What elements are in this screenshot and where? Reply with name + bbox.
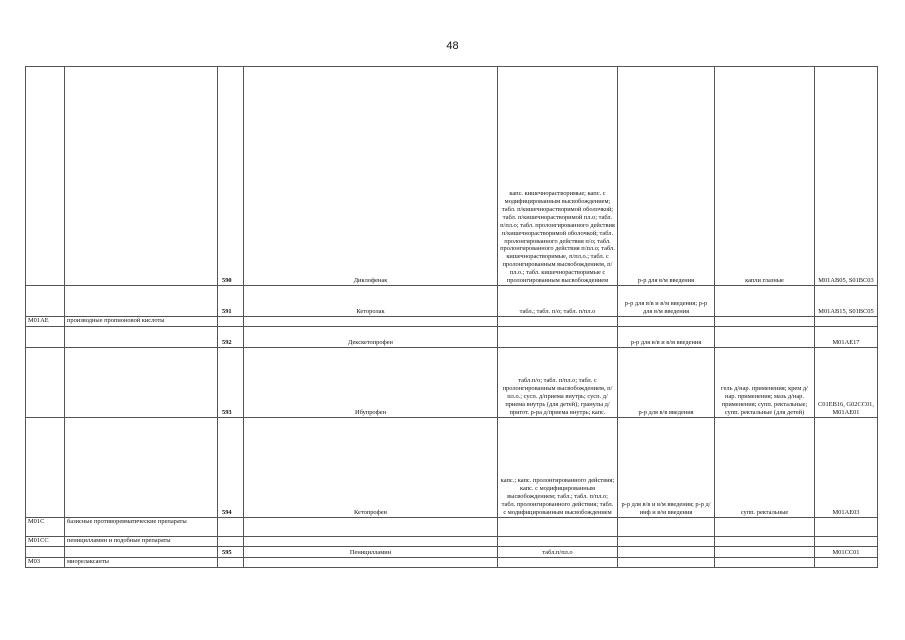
drug-name: [244, 537, 498, 547]
atc-group-name: базисные противоревматические препараты: [65, 518, 218, 537]
atc-group-code: [26, 327, 65, 348]
atc-group-code: [26, 547, 65, 558]
group-row: [26, 518, 878, 537]
atc-group-code: [26, 348, 65, 418]
group-row: [26, 537, 878, 547]
row-number: [218, 537, 244, 547]
other-forms: супп. ректальные: [715, 418, 815, 518]
drug-name: [244, 317, 498, 327]
atc-code: [815, 317, 878, 327]
drug-name: Кетопрофен: [244, 418, 498, 518]
atc-group-code: M01CC: [26, 537, 65, 547]
atc-code: M01CC01: [815, 547, 878, 558]
atc-group-name: [65, 327, 218, 348]
atc-group-name: [65, 286, 218, 317]
other-forms: [715, 327, 815, 348]
atc-group-name: производные пропионовой кислоты: [65, 317, 218, 327]
atc-code: M01AE17: [815, 327, 878, 348]
atc-group-code: [26, 286, 65, 317]
drug-name: Ибупрофен: [244, 348, 498, 418]
atc-code: M01AE03: [815, 418, 878, 518]
atc-code: [815, 537, 878, 547]
table-row: [26, 348, 878, 418]
row-number: 593: [218, 348, 244, 418]
atc-group-name: [65, 67, 218, 286]
atc-group-name: [65, 418, 218, 518]
drug-name: Пеницилламин: [244, 547, 498, 558]
page-number: 48: [446, 40, 459, 52]
atc-group-name: пеницилламин и подобные препараты: [65, 537, 218, 547]
drug-name: Кеторолак: [244, 286, 498, 317]
other-forms: [715, 518, 815, 537]
injection-forms: р-р для в/в и в/м введения; р-р д/инф и в/м введения: [618, 418, 715, 518]
injection-forms: [618, 518, 715, 537]
dosage-forms: [498, 317, 618, 327]
row-number: 590: [218, 67, 244, 286]
dosage-forms: капс.; капс. пролонгированного действия; капс. с модифицированным высвобождением; табл.; табл. п/пл.о; табл. пролонгированного действия; табл. с модифицированным высвобождением: [498, 418, 618, 518]
dosage-forms: капс. кишечнорастворимые; капс. с модифицированным высвобождением; табл. п/кишечнорастворимой оболочкой; табл. п/кишечнорастворимой пл.о; табл. п/пл.о; табл. пролонгированного действия п/кишечнорастворимой оболочкой; табл. пролонгированного действия п/о; табл. пролонгированного действия п/пл.о; табл. кишечнорастворимые, п/пл.о.; табл. с пролонгированным высвобождением, п/пл.о.; табл. кишечнорастворимые с пролонгированным высвобождением: [498, 67, 618, 286]
dosage-forms: [498, 537, 618, 547]
group-row: [26, 558, 878, 568]
table-row: [26, 418, 878, 518]
other-forms: [715, 537, 815, 547]
atc-group-code: M01AE: [26, 317, 65, 327]
row-number: [218, 558, 244, 568]
atc-group-code: M03: [26, 558, 65, 568]
injection-forms: [618, 558, 715, 568]
other-forms: гель д/нар. применения; крем д/нар. применения; мазь д/нар. применения; супп. ректальные; супп. ректальные (для детей): [715, 348, 815, 418]
injection-forms: р-р для в/в и в/м введения; р-р для в/м введения: [618, 286, 715, 317]
dosage-forms: [498, 327, 618, 348]
dosage-forms: [498, 558, 618, 568]
atc-group-name: [65, 547, 218, 558]
row-number: 592: [218, 327, 244, 348]
table-row: [26, 547, 878, 558]
table-row: [26, 67, 878, 286]
row-number: 595: [218, 547, 244, 558]
table-row: [26, 286, 878, 317]
drug-name: [244, 518, 498, 537]
injection-forms: [618, 547, 715, 558]
dosage-forms: табл.п/о; табл. п/пл.о; табл. с пролонгированным высвобождением, п/пл.о.; сусп. д/приема внутрь; сусп. д/приема внутрь (для детей); гранулы д/пригот. р-ра д/приема внутрь; капс.: [498, 348, 618, 418]
atc-group-code: M01C: [26, 518, 65, 537]
dosage-forms: [498, 518, 618, 537]
drug-name: Декскетопрофен: [244, 327, 498, 348]
atc-group-name: миорелаксанты: [65, 558, 218, 568]
injection-forms: р-р для в/в и в/м введения: [618, 327, 715, 348]
other-forms: [715, 558, 815, 568]
atc-code: C01EB16, G02CC01, M01AE01: [815, 348, 878, 418]
drug-name: [244, 558, 498, 568]
dosage-forms: табл.п/пл.о: [498, 547, 618, 558]
drug-name: Диклофенак: [244, 67, 498, 286]
atc-code: [815, 558, 878, 568]
other-forms: [715, 286, 815, 317]
atc-code: [815, 518, 878, 537]
other-forms: капли глазные: [715, 67, 815, 286]
row-number: 591: [218, 286, 244, 317]
other-forms: [715, 547, 815, 558]
injection-forms: р-р для в/в введения: [618, 348, 715, 418]
injection-forms: [618, 317, 715, 327]
atc-group-name: [65, 348, 218, 418]
injection-forms: [618, 537, 715, 547]
row-number: 594: [218, 418, 244, 518]
drug-table: [25, 66, 878, 568]
row-number: [218, 317, 244, 327]
table-row: [26, 327, 878, 348]
atc-code: M01AB15, S01BC05: [815, 286, 878, 317]
dosage-forms: табл.; табл. п/о; табл. п/пл.о: [498, 286, 618, 317]
atc-group-code: [26, 67, 65, 286]
other-forms: [715, 317, 815, 327]
group-row: [26, 317, 878, 327]
row-number: [218, 518, 244, 537]
injection-forms: р-р для в/м введения: [618, 67, 715, 286]
atc-code: M01AB05, S01BC03: [815, 67, 878, 286]
atc-group-code: [26, 418, 65, 518]
